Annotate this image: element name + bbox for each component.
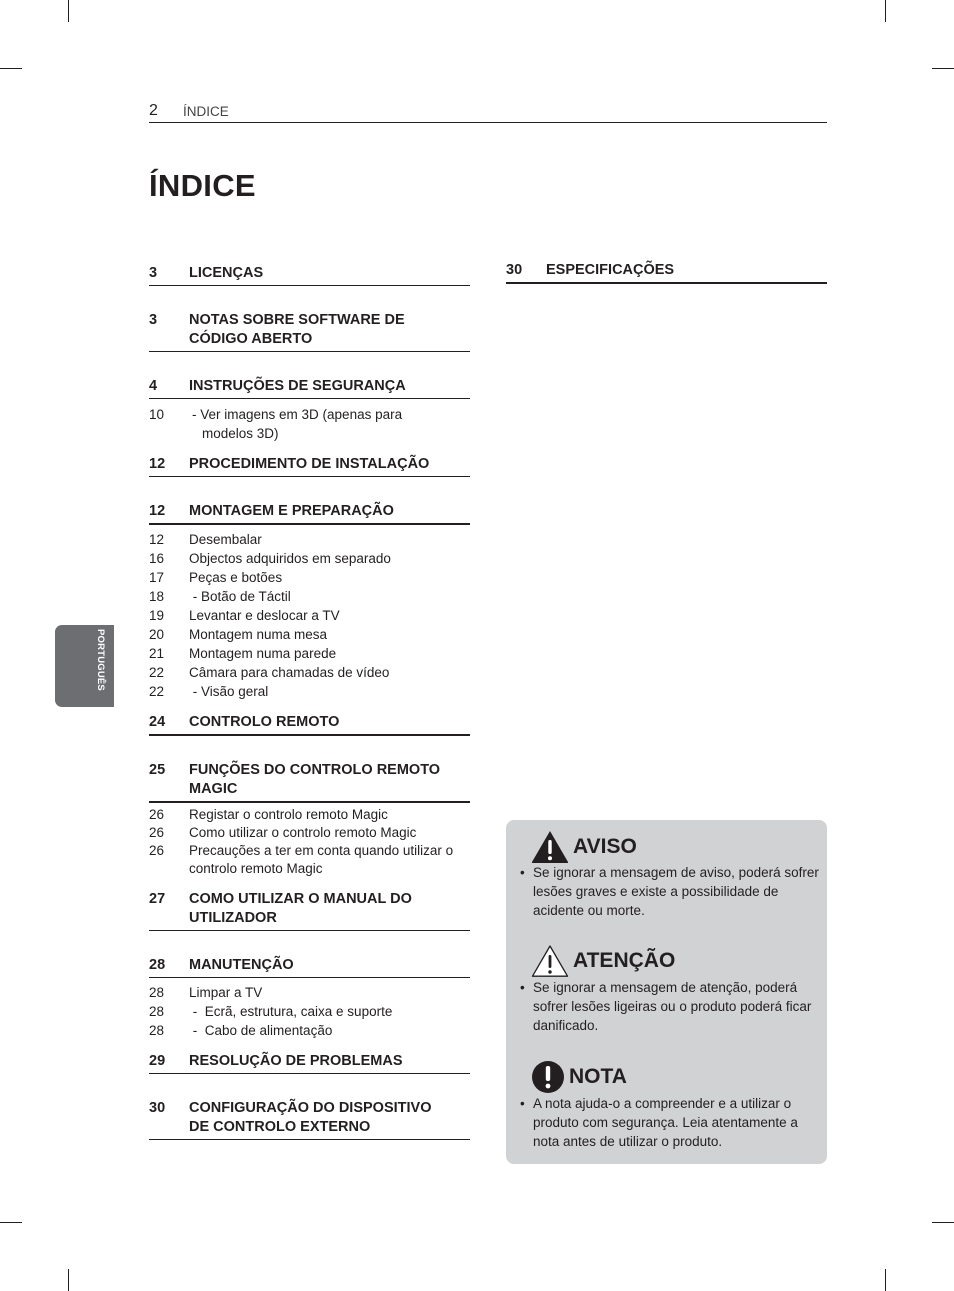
crop-mark: [932, 1222, 954, 1223]
toc-subitem[interactable]: [149, 1002, 470, 1021]
toc-subitem-title: Objectos adquiridos em separado: [189, 551, 391, 566]
toc-page: 28: [149, 1023, 165, 1038]
toc-page: 26: [149, 843, 165, 858]
crop-mark: [0, 1222, 22, 1223]
toc-section-seguranca[interactable]: [149, 377, 470, 399]
toc-title: ESPECIFICAÇÕES: [546, 262, 675, 278]
warning-outline-icon: [531, 944, 569, 978]
aviso-text-block: [520, 863, 820, 920]
aviso-text: Se ignorar a mensagem de aviso, poderá sofrer lesões graves e existe a possibilidade de acidente ou morte.: [533, 865, 819, 918]
toc-page: 26: [149, 807, 165, 822]
toc-section-notas-software[interactable]: [149, 311, 470, 352]
language-tab-label: PORTUGUÊS: [95, 629, 106, 691]
nota-heading: [531, 1060, 627, 1094]
toc-page: 12: [149, 456, 166, 472]
toc-title: FUNÇÕES DO CONTROLO REMOTO MAGIC: [189, 762, 441, 797]
toc-page: 28: [149, 985, 165, 1000]
toc-section-montagem[interactable]: [149, 502, 470, 525]
toc-left-column: [149, 264, 470, 1140]
page-title: ÍNDICE: [149, 168, 256, 203]
crop-mark: [932, 68, 954, 69]
toc-subitem[interactable]: [149, 587, 470, 606]
toc-title: CONTROLO REMOTO: [189, 714, 340, 730]
atencao-text-block: [520, 978, 820, 1035]
toc-section-dispositivo-externo[interactable]: [149, 1099, 470, 1140]
toc-subitem[interactable]: [149, 606, 470, 625]
toc-subitem[interactable]: [149, 405, 470, 443]
aviso-label: AVISO: [573, 835, 637, 858]
toc-page: 30: [149, 1100, 166, 1116]
toc-subitem-title: Precauções a ter em conta quando utilizar o controlo remoto Magic: [189, 843, 454, 876]
toc-subitem-title: - Visão geral: [189, 684, 269, 699]
crop-mark: [885, 0, 886, 22]
nota-text: A nota ajuda-o a compreender e a utilizar o produto com segurança. Leia atentamente a nota antes de utilizar o produto.: [533, 1096, 798, 1149]
atencao-label: ATENÇÃO: [573, 949, 676, 972]
toc-subitem-title: Desembalar: [189, 532, 262, 547]
toc-subitem-title: Câmara para chamadas de vídeo: [189, 665, 390, 680]
toc-subitem-title: Peças e botões: [189, 570, 283, 585]
toc-subitem[interactable]: [149, 530, 470, 549]
toc-title: NOTAS SOBRE SOFTWARE DE CÓDIGO ABERTO: [189, 312, 405, 347]
bullet: •: [520, 980, 525, 995]
toc-section-problemas[interactable]: [149, 1052, 470, 1074]
toc-subitem-title: Como utilizar o controlo remoto Magic: [189, 825, 417, 840]
toc-title: PROCEDIMENTO DE INSTALAÇÃO: [189, 456, 430, 472]
toc-page: 12: [149, 532, 165, 547]
bullet: •: [520, 865, 525, 880]
toc-subitem[interactable]: [149, 663, 470, 682]
atencao-text: Se ignorar a mensagem de atenção, poderá sofrer lesões ligeiras ou o produto poderá ficar danificado.: [533, 980, 812, 1033]
toc-subitem-title: - Cabo de alimentação: [189, 1023, 333, 1038]
language-tab: [55, 625, 114, 707]
crop-mark: [68, 1269, 69, 1291]
toc-subitem[interactable]: [149, 625, 470, 644]
notes-box: [506, 820, 827, 1164]
nota-text-block: [520, 1094, 820, 1151]
toc-subitem-title: Limpar a TV: [189, 985, 263, 1000]
toc-title: MANUTENÇÃO: [189, 957, 294, 973]
toc-page: 20: [149, 627, 165, 642]
toc-page: 30: [506, 262, 523, 278]
toc-page: 3: [149, 312, 158, 328]
toc-page: 4: [149, 378, 158, 394]
toc-subitem[interactable]: [149, 842, 470, 878]
toc-page: 3: [149, 265, 158, 281]
toc-page: 19: [149, 608, 165, 623]
toc-section-magic[interactable]: [149, 761, 470, 803]
toc-page: 22: [149, 684, 165, 699]
info-exclamation-icon: [531, 1060, 565, 1094]
toc-subitem[interactable]: [149, 568, 470, 587]
toc-section-instalacao[interactable]: [149, 455, 470, 477]
toc-subitem[interactable]: [149, 549, 470, 568]
toc-page: 22: [149, 665, 165, 680]
running-title: ÍNDICE: [183, 104, 229, 119]
toc-right-column: [506, 261, 827, 284]
toc-page: 29: [149, 1053, 166, 1069]
toc-title: COMO UTILIZAR O MANUAL DO UTILIZADOR: [189, 891, 412, 926]
aviso-heading: [531, 830, 637, 864]
toc-subitem-title: - Ver imagens em 3D (apenas para modelos 3D): [192, 407, 403, 441]
warning-filled-icon: [531, 830, 569, 864]
bullet: •: [520, 1096, 525, 1111]
toc-subitem[interactable]: [149, 824, 470, 842]
toc-section-manual[interactable]: [149, 890, 470, 931]
toc-subitem[interactable]: [149, 806, 470, 824]
toc-page: 12: [149, 503, 166, 519]
toc-subitem[interactable]: [149, 1021, 470, 1040]
toc-section-licencas[interactable]: [149, 264, 470, 286]
page-header: [149, 100, 827, 123]
toc-section-manutencao[interactable]: [149, 956, 470, 978]
toc-page: 24: [149, 714, 166, 730]
crop-mark: [68, 0, 69, 22]
toc-page: 27: [149, 891, 166, 907]
toc-title: LICENÇAS: [189, 265, 264, 281]
crop-mark: [0, 68, 22, 69]
toc-subitem[interactable]: [149, 983, 470, 1002]
nota-label: NOTA: [569, 1065, 627, 1088]
toc-subitem[interactable]: [149, 644, 470, 663]
toc-page: 21: [149, 646, 165, 661]
toc-title: RESOLUÇÃO DE PROBLEMAS: [189, 1053, 403, 1069]
toc-title: INSTRUÇÕES DE SEGURANÇA: [189, 378, 406, 394]
toc-section-controlo-remoto[interactable]: [149, 713, 470, 736]
toc-section-especificacoes[interactable]: [506, 261, 827, 284]
toc-page: 18: [149, 589, 165, 604]
page-number: 2: [149, 102, 158, 119]
toc-subitem-title: - Ecrã, estrutura, caixa e suporte: [189, 1004, 393, 1019]
toc-page: 25: [149, 762, 166, 778]
toc-title: MONTAGEM E PREPARAÇÃO: [189, 503, 394, 519]
atencao-heading: [531, 944, 675, 978]
toc-page: 17: [149, 570, 165, 585]
toc-subitem-title: Montagem numa mesa: [189, 627, 328, 642]
toc-page: 26: [149, 825, 165, 840]
toc-subitem-title: - Botão de Táctil: [189, 589, 291, 604]
toc-subitem-title: Levantar e deslocar a TV: [189, 608, 340, 623]
crop-mark: [885, 1269, 886, 1291]
toc-page: 10: [149, 407, 165, 422]
toc-subitem[interactable]: [149, 682, 470, 701]
toc-title: CONFIGURAÇÃO DO DISPOSITIVO DE CONTROLO EXTERNO: [189, 1100, 432, 1135]
toc-page: 16: [149, 551, 165, 566]
toc-subitem-title: Montagem numa parede: [189, 646, 337, 661]
toc-page: 28: [149, 1004, 165, 1019]
toc-page: 28: [149, 957, 166, 973]
toc-subitem-title: Registar o controlo remoto Magic: [189, 807, 388, 822]
